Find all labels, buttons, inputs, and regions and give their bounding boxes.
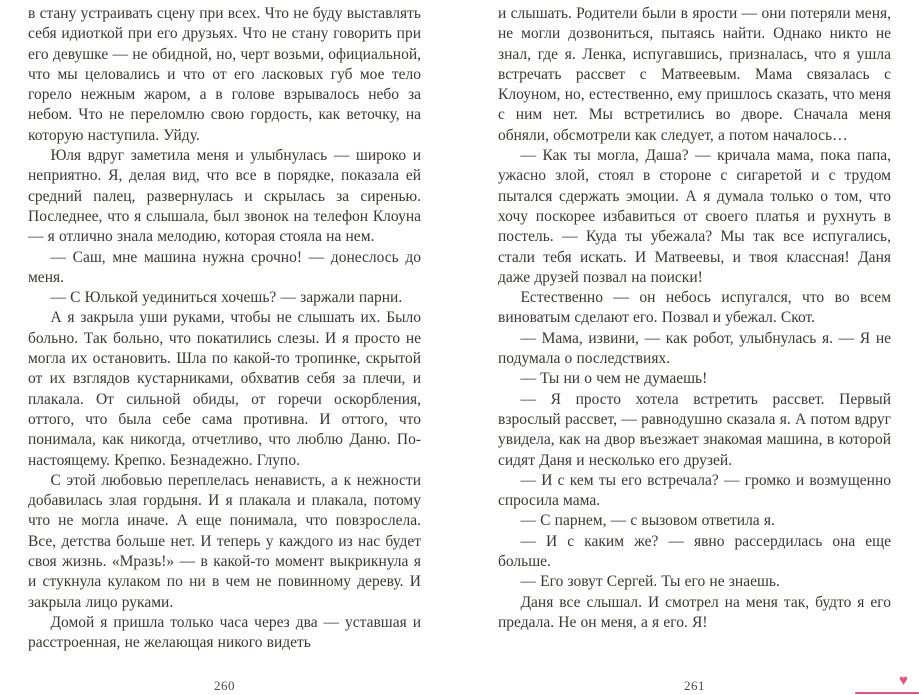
paragraph: — И с каким же? — явно рассердилась она еще больше. xyxy=(498,532,891,571)
paragraph: — С парнем, — с вызовом ответила я. xyxy=(520,512,775,530)
paragraph: Естественно — он небось испугался, что во всем виноватым сделают его. Позвал и убежал. Скот. xyxy=(498,289,891,327)
book-spread xyxy=(28,4,891,693)
page-number-right: 261 xyxy=(684,678,705,693)
paragraph: и слышать. Родители были в ярости — они потеряли меня, не могли дозвониться, пытаясь найти. Однако никто не знал, где я. Ленка, испугавшись, призналась, что я ушла встречать рассвет с Матвеевым. Мама связалась с Клоуном, но, естественно, ему пришлось сказать, что меня с ним нет. Мы встретились во дворе. Сначала меня обняли, обсмотрели как следует, а потом началось… xyxy=(498,5,891,144)
page-progress-indicator xyxy=(855,692,919,694)
paragraph: С этой любовью переплелась ненависть, а к нежности добавилась злая гордыня. И я плакала и плакала, потому что не могла иначе. А еще понимала, что повзрослела. Все, детства больше нет. И теперь у каждого из нас будет своя жизнь. «Мразь!» — в какой-то момент выкрикнула я и стукнула кулаком по ни в чем не повинному дереву. И закрыла лицо руками. xyxy=(28,471,421,611)
paragraph: А я закрыла уши руками, чтобы не слышать их. Было больно. Так больно, что покатились слезы. И я просто не могла их остановить. Шла по какой-то тропинке, скрытой от их взглядов кустарниками, обхватив себя за плечи, и плакала. От сильной обиды, от горечи оскорбления, оттого, что была себе сама противна. И оттого, что понимала, как никогда, отчетливо, что люблю Даню. По-настоящему. Крепко. Безнадежно. Глупо. xyxy=(28,309,421,469)
favorite-heart-icon[interactable]: ♥ xyxy=(899,673,908,689)
paragraph: Юля вдруг заметила меня и улыбнулась — широко и неприятно. Я, делая вид, что все в порядке, показала ей средний палец, развернулась и скрылась за сиренью. Последнее, что я слышала, был звонок на телефон Клоуна — я отлично знала мелодию, которая стояла на нем. xyxy=(28,147,421,246)
page-right xyxy=(498,4,891,693)
paragraph: — Мама, извини, — как робот, улыбнулась я. — Я не подумала о последствиях. xyxy=(498,329,891,368)
paragraph: — С Юлькой уединиться хочешь? — заржали парни. xyxy=(50,289,403,307)
paragraph: — Ты ни о чем не думаешь! xyxy=(520,370,708,388)
paragraph: Даня все слышал. И смотрел на меня так, будто я его предала. Не он меня, а я его. Я! xyxy=(498,593,891,631)
page-number-left: 260 xyxy=(214,678,235,693)
corner-controls xyxy=(849,671,919,695)
page-left-text xyxy=(28,4,421,654)
page-left xyxy=(28,4,421,693)
paragraph: — Как ты могла, Даша? — кричала мама, пока папа, ужасно злой, стоял в стороне с сигаретой и с трудом пытался сдержать эмоции. А я думала только о том, что хочу поскорее избавиться от своего платья и рухнуть в постель. — Куда ты убежала? Мы так все испугались, стали тебя искать. И Матвеевы, и твоя классная! Даня даже друзей позвал на поиски! xyxy=(498,147,891,286)
paragraph: — Его зовут Сергей. Ты его не знаешь. xyxy=(520,573,780,591)
paragraph: Домой я пришла только часа через два — уставшая и расстроенная, не желающая никого видеть xyxy=(28,613,421,652)
paragraph: — И с кем ты его встречала? — громко и возмущенно спросила мама. xyxy=(498,471,891,510)
paragraph: в стану устраивать сцену при всех. Что не буду выставлять себя идиоткой при его друзьях. Что не стану говорить при его девушке — не обидной, но, черт возьми, официальной, что мы целовались и что от его ласковых губ мое тело горело нежным жаром, а в голове взрывалось небо за небом. Что не переломлю свою гордость, как веточку, на которую наступила. Уйду. xyxy=(28,5,421,144)
paragraph: — Я просто хотела встретить рассвет. Первый взрослый рассвет, — равнодушно сказала я. А потом вдруг увидела, как на двор въезжает знакомая машина, в которой сидят Даня и несколько его друзей. xyxy=(498,390,891,469)
page-right-text xyxy=(498,4,891,633)
paragraph: — Саш, мне машина нужна срочно! — донеслось до меня. xyxy=(28,248,421,286)
